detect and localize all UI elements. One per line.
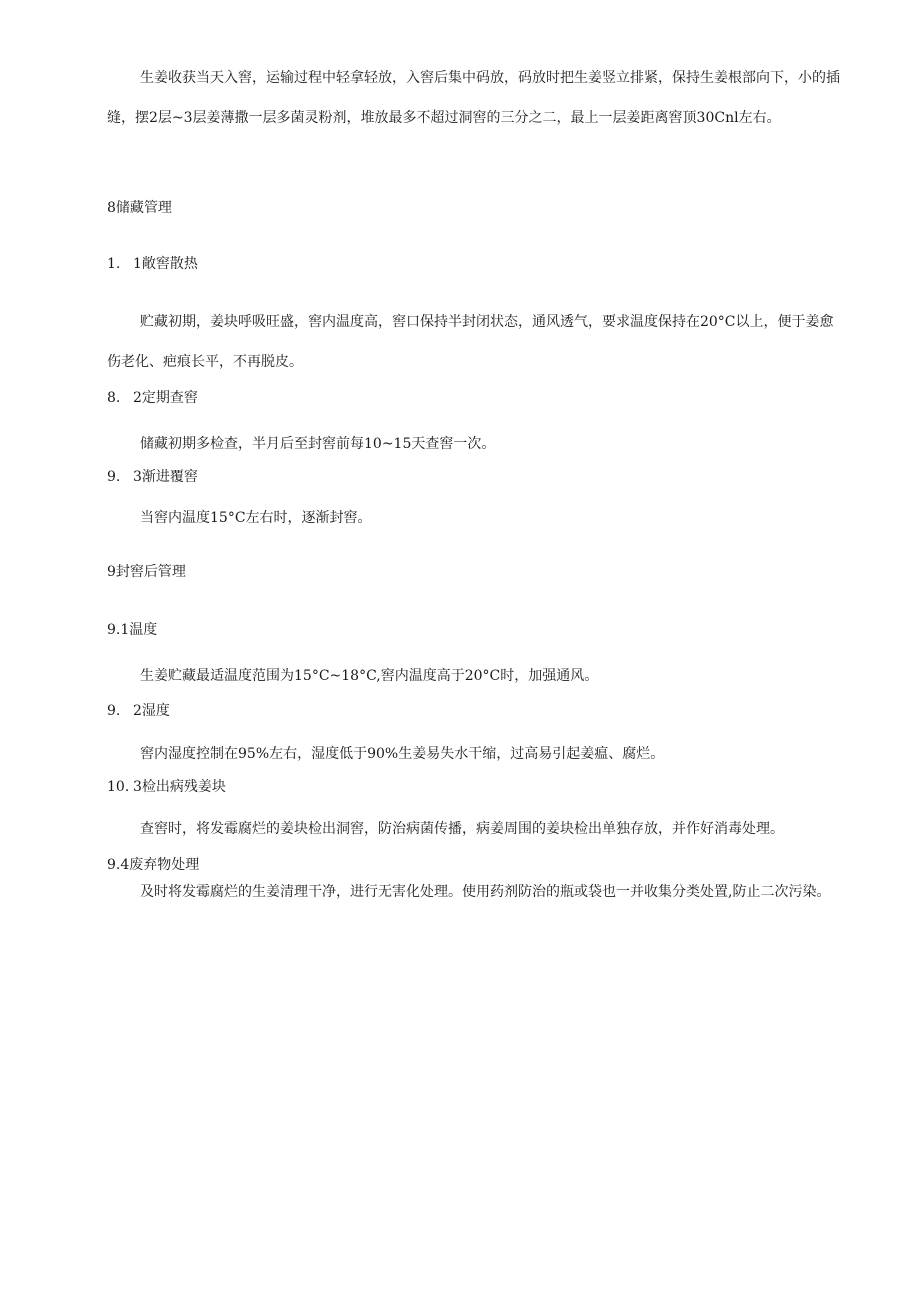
subsection-9-4-paragraph: 及时将发霉腐烂的生姜清理干净，进行无害化处理。使用药剂防治的瓶或袋也一并收集分类处置,防止二次污染。: [140, 884, 831, 900]
subsection-label: 3渐进覆窖: [133, 469, 198, 485]
subsection-label: 1敞窖散热: [133, 256, 198, 272]
subsection-label: 2湿度: [133, 703, 170, 719]
section-8-heading: 8储藏管理: [107, 200, 172, 216]
subsection-number: 10.: [107, 779, 130, 795]
subsection-number: 8.: [107, 390, 121, 406]
subsection-9-1-heading: [107, 620, 843, 640]
subsection-10-3-heading: [107, 777, 843, 797]
subsection-8-2-paragraph: 储藏初期多检查，半月后至封窖前每10~15天查窖一次。: [140, 436, 496, 452]
subsection-9-1-paragraph: 生姜贮藏最适温度范围为15°C~18°C,窖内温度高于20°C时，加强通风。: [140, 668, 599, 684]
section-9-heading: 9封窖后管理: [107, 564, 186, 580]
subsection-8-3-paragraph: 当窖内温度15°C左右时，逐渐封窖。: [140, 510, 372, 526]
subsection-9-4-heading: [107, 855, 843, 875]
subsection-label: 9.1温度: [107, 622, 158, 638]
subsection-9-2-paragraph: 窖内湿度控制在95%左右，湿度低于90%生姜易失水干缩，过高易引起姜瘟、腐烂。: [140, 746, 665, 762]
subsection-8-1-paragraph: 贮藏初期，姜块呼吸旺盛，窖内温度高，窖口保持半封闭状态，通风透气，要求温度保持在20°C以上，便于姜愈伤老化、疤痕长平，不再脱皮。: [107, 314, 834, 370]
subsection-10-3-paragraph: 查窖时，将发霉腐烂的姜块检出洞窖，防治病菌传播，病姜周围的姜块检出单独存放，并作好消毒处理。: [140, 821, 784, 837]
subsection-label: 3检出病残姜块: [133, 779, 226, 795]
subsection-8-2-heading: [107, 388, 843, 408]
intro-paragraph: 生姜收获当天入窖，运输过程中轻拿轻放，入窖后集中码放，码放时把生姜竖立排紧，保持生姜根部向下，小的插缝，摆2层~3层姜薄撒一层多菌灵粉剂，堆放最多不超过洞窖的三分之二，最上一层姜距离窖顶30Cnl左右。: [107, 70, 840, 126]
subsection-8-3-heading: [107, 467, 843, 487]
subsection-number: 9.: [107, 703, 121, 719]
subsection-9-2-heading: [107, 701, 843, 721]
subsection-label: 2定期查窖: [133, 390, 198, 406]
subsection-label: 9.4废弃物处理: [107, 857, 200, 873]
subsection-number: 9.: [107, 469, 121, 485]
subsection-8-1-heading: [107, 254, 843, 274]
subsection-number: 1.: [107, 256, 121, 272]
